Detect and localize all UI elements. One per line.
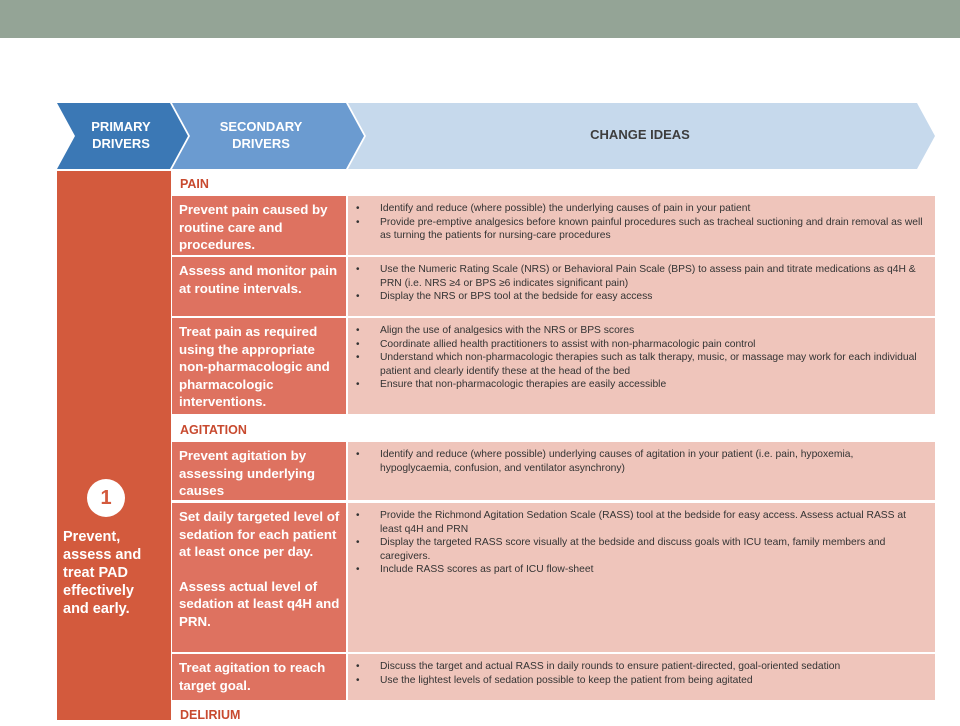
- primary-drivers-header: PRIMARY DRIVERS: [91, 119, 151, 151]
- change-idea-item: • Coordinate allied health practitioners to assist with non-pharmacologic pain control: [354, 338, 927, 352]
- change-idea-item: • Include RASS scores as part of ICU flow-sheet: [354, 563, 927, 577]
- change-ideas-cell: [348, 257, 935, 316]
- change-ideas-cell: [348, 654, 935, 700]
- change-ideas-cell: [348, 503, 935, 652]
- change-idea-item: • Provide pre-emptive analgesics before known painful procedures such as tracheal suctioning and drain removal as well as turning the patients for nursing-care procedures: [354, 216, 927, 243]
- change-ideas-cell: [348, 442, 935, 500]
- change-ideas-header: CHANGE IDEAS: [590, 127, 690, 142]
- secondary-driver-cell: Assess and monitor pain at routine intervals.: [172, 257, 346, 316]
- section-heading-delirium: DELIRIUM: [172, 704, 935, 726]
- change-idea-item: • Ensure that non-pharmacologic therapies are easily accessible: [354, 378, 927, 392]
- change-idea-item: • Display the targeted RASS score visually at the bedside and discuss goals with ICU team, family members and caregivers.: [354, 536, 927, 563]
- section-heading-agitation: AGITATION: [172, 419, 935, 441]
- change-idea-item: • Use the Numeric Rating Scale (NRS) or Behavioral Pain Scale (BPS) to assess pain and titrate medications as q4H & PRN (i.e. NRS ≥4 or BPS ≥6 indicates significant pain): [354, 263, 927, 290]
- header-arrows: [0, 0, 960, 180]
- secondary-driver-cell: [172, 503, 346, 652]
- section-heading-pain: PAIN: [172, 173, 935, 195]
- driver-number-badge: 1: [87, 479, 125, 517]
- primary-driver-column: [57, 171, 171, 720]
- secondary-driver-cell: Prevent pain caused by routine care and procedures.: [172, 196, 346, 255]
- change-idea-item: • Provide the Richmond Agitation Sedation Scale (RASS) tool at the bedside for easy access. Assess actual RASS at least q4H and PRN: [354, 509, 927, 536]
- secondary-driver-text: Set daily targeted level of sedation for each patient at least once per day.: [179, 509, 340, 559]
- secondary-driver-text: Assess actual level of sedation at least q4H and PRN.: [179, 578, 340, 629]
- secondary-driver-cell: Prevent agitation by assessing underlying causes: [172, 442, 346, 500]
- change-idea-item: • Discuss the target and actual RASS in daily rounds to ensure patient-directed, goal-oriented sedation: [354, 660, 927, 674]
- change-idea-item: • Identify and reduce (where possible) the underlying causes of pain in your patient: [354, 202, 927, 216]
- primary-driver-label: Prevent, assess and treat PAD effectively and early.: [63, 529, 142, 617]
- secondary-driver-cell: Treat pain as required using the appropriate non-pharmacologic and pharmacologic interventions.: [172, 318, 346, 414]
- secondary-drivers-header: SECONDARY DRIVERS: [219, 119, 303, 151]
- change-ideas-cell: [348, 196, 935, 255]
- change-idea-item: • Use the lightest levels of sedation possible to keep the patient from being agitated: [354, 674, 927, 688]
- change-idea-item: • Align the use of analgesics with the NRS or BPS scores: [354, 324, 927, 338]
- change-idea-item: • Identify and reduce (where possible) underlying causes of agitation in your patient (i.e. pain, hypoxemia, hypoglycaemia, confusion, and ventilator asynchrony): [354, 448, 927, 475]
- change-idea-item: • Display the NRS or BPS tool at the bedside for easy access: [354, 290, 927, 304]
- secondary-driver-cell: Treat agitation to reach target goal.: [172, 654, 346, 700]
- change-idea-item: • Understand which non-pharmacologic therapies such as talk therapy, music, or massage may work for each individual patient and clearly identify these at the head of the bed: [354, 351, 927, 378]
- change-ideas-cell: [348, 318, 935, 414]
